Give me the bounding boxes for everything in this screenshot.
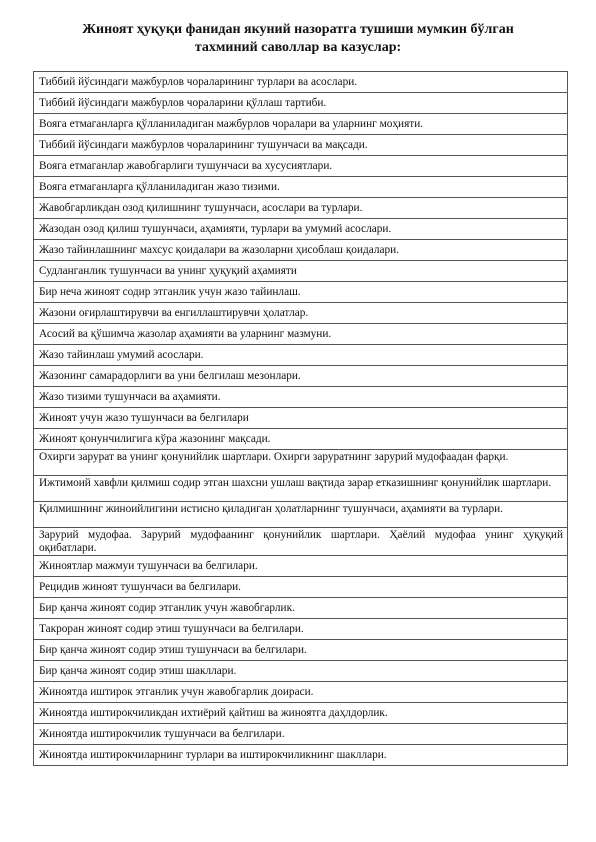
question-text: Вояга етмаганлар жавобгарлиги тушунчаси ва хусусиятлари. <box>34 156 568 177</box>
question-text: Вояга етмаганларга қўлланиладиган мажбурлов чоралари ва уларнинг моҳияти. <box>34 114 568 135</box>
question-text: Бир қанча жиноят содир этиш тушунчаси ва белгилари. <box>34 640 568 661</box>
table-row <box>34 177 568 198</box>
question-text: Жазонинг самарадорлиги ва уни белгилаш мезонлари. <box>34 366 568 387</box>
table-row <box>34 408 568 429</box>
table-row <box>34 528 568 556</box>
question-text: Вояга етмаганларга қўлланиладиган жазо тизими. <box>34 177 568 198</box>
question-text: Жазо тизими тушунчаси ва аҳамияти. <box>34 387 568 408</box>
table-row <box>34 598 568 619</box>
question-text: Жиноятда иштирокчиликдан ихтиёрий қайтиш ва жиноятга даҳлдорлик. <box>34 703 568 724</box>
title-line-1: Жиноят ҳуқуқи фанидан якуний назоратга тушиши мумкин бўлган <box>82 22 514 37</box>
question-text: Жиноят учун жазо тушунчаси ва белгилари <box>34 408 568 429</box>
table-row <box>34 135 568 156</box>
table-row <box>34 556 568 577</box>
question-text: Жиноятлар мажмуи тушунчаси ва белгилари. <box>34 556 568 577</box>
table-row <box>34 240 568 261</box>
table-row <box>34 502 568 528</box>
table-row <box>34 450 568 476</box>
questions-table <box>33 71 568 766</box>
question-text: Жазони оғирлаштирувчи ва енгиллаштирувчи ҳолатлар. <box>34 303 568 324</box>
question-text: Жиноятда иштирокчилик тушунчаси ва белгилари. <box>34 724 568 745</box>
question-text: Жазо тайинлаш умумий асослари. <box>34 345 568 366</box>
question-text: Бир неча жиноят содир этганлик учун жазо тайинлаш. <box>34 282 568 303</box>
table-row <box>34 703 568 724</box>
questions-table-body <box>34 72 568 766</box>
table-row <box>34 198 568 219</box>
question-text: Охирги зарурат ва унинг қонунийлик шартлари. Охирги заруратнинг зарурий мудофаадан фарқи. <box>34 450 568 476</box>
question-text: Рецидив жиноят тушунчаси ва белгилари. <box>34 577 568 598</box>
question-text: Бир қанча жиноят содир этиш шакллари. <box>34 661 568 682</box>
question-text: Жиноят қонунчилигига кўра жазонинг мақсади. <box>34 429 568 450</box>
table-row <box>34 114 568 135</box>
question-text: Такроран жиноят содир этиш тушунчаси ва белгилари. <box>34 619 568 640</box>
table-row <box>34 72 568 93</box>
table-row <box>34 261 568 282</box>
question-text: Қилмишнинг жиноийлигини истисно қиладиган ҳолатларнинг тушунчаси, аҳамияти ва турлари. <box>34 502 568 528</box>
table-row <box>34 724 568 745</box>
table-row <box>34 345 568 366</box>
table-row <box>34 429 568 450</box>
question-text: Жазодан озод қилиш тушунчаси, аҳамияти, турлари ва умумий асослари. <box>34 219 568 240</box>
table-row <box>34 282 568 303</box>
question-text: Жиноятда иштирокчиларнинг турлари ва иштирокчиликнинг шакллари. <box>34 745 568 766</box>
table-row <box>34 324 568 345</box>
table-row <box>34 682 568 703</box>
table-row <box>34 476 568 502</box>
table-row <box>34 366 568 387</box>
question-text: Ижтимоий хавфли қилмиш содир этган шахсни ушлаш вақтида зарар етказишнинг қонунийлик шартлари. <box>34 476 568 502</box>
table-row <box>34 619 568 640</box>
document-title <box>40 21 556 57</box>
question-text: Тиббий йўсиндаги мажбурлов чораларининг турлари ва асослари. <box>34 72 568 93</box>
question-text: Бир қанча жиноят содир этганлик учун жавобгарлик. <box>34 598 568 619</box>
title-line-2: тахминий саволлар ва казуслар: <box>194 40 402 55</box>
table-row <box>34 219 568 240</box>
table-row <box>34 640 568 661</box>
table-row <box>34 156 568 177</box>
table-row <box>34 661 568 682</box>
question-text: Тиббий йўсиндаги мажбурлов чораларини қўллаш тартиби. <box>34 93 568 114</box>
table-row <box>34 93 568 114</box>
table-row <box>34 745 568 766</box>
question-text: Жавобгарликдан озод қилишнинг тушунчаси, асослари ва турлари. <box>34 198 568 219</box>
question-text: Асосий ва қўшимча жазолар аҳамияти ва уларнинг мазмуни. <box>34 324 568 345</box>
question-text: Жиноятда иштирок этганлик учун жавобгарлик доираси. <box>34 682 568 703</box>
question-text: Тиббий йўсиндаги мажбурлов чораларининг тушунчаси ва мақсади. <box>34 135 568 156</box>
table-row <box>34 303 568 324</box>
table-row <box>34 387 568 408</box>
question-text: Зарурий мудофаа. Зарурий мудофаанинг қонунийлик шартлари. Ҳаёлий мудофаа унинг ҳуқуқий оқибатлари. <box>34 528 568 556</box>
question-text: Судланганлик тушунчаси ва унинг ҳуқуқий аҳамияти <box>34 261 568 282</box>
question-text: Жазо тайинлашнинг махсус қоидалари ва жазоларни ҳисоблаш қоидалари. <box>34 240 568 261</box>
table-row <box>34 577 568 598</box>
